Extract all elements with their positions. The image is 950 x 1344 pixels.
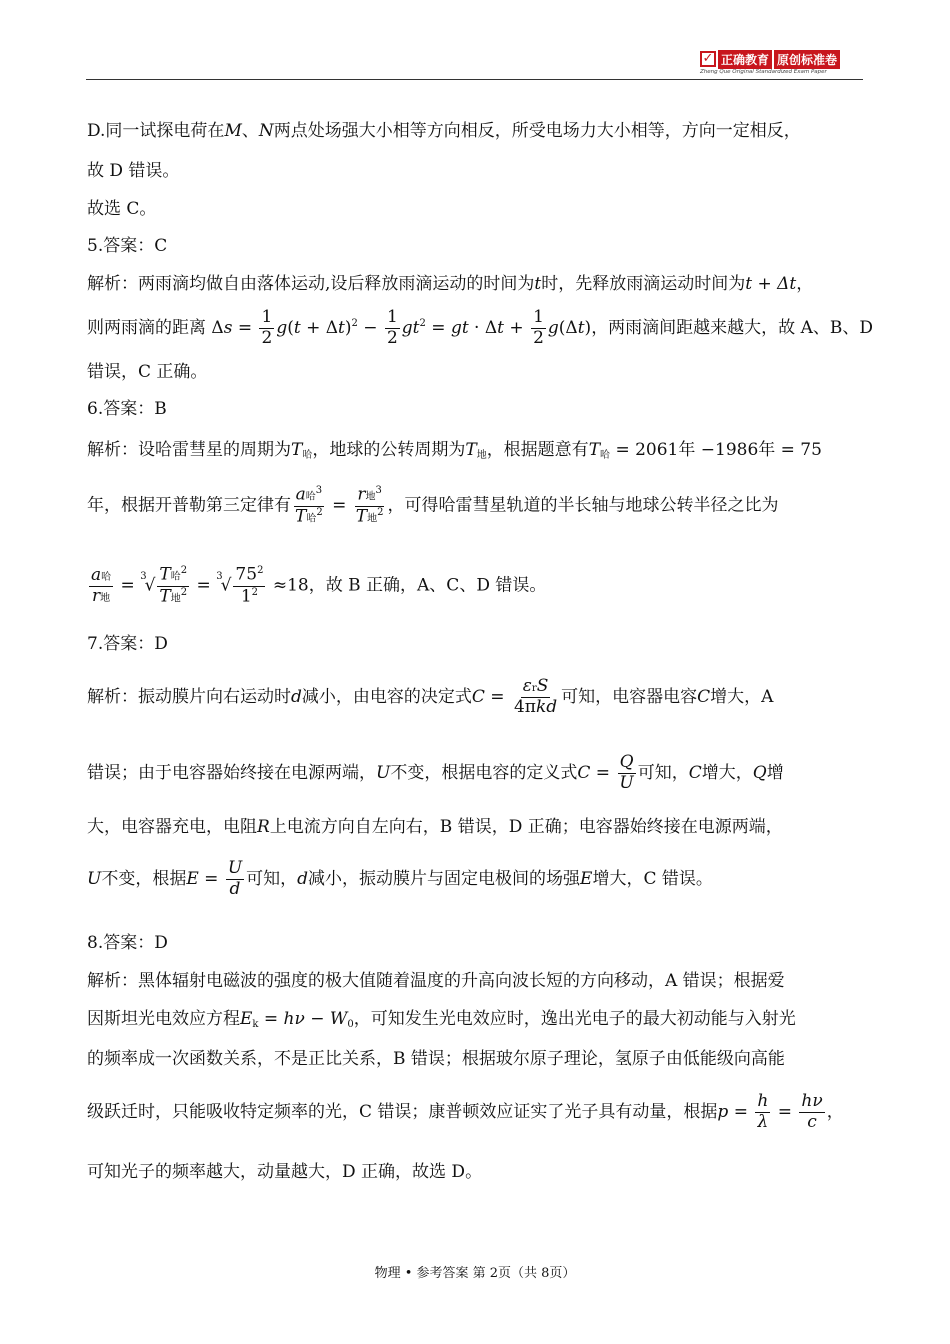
math-formula: Δs = $\frac{1}{2}$ $g(t + \Delta t)^2$ − $\frac{1}{2}$ $gt^2$ = gt · Δt + $\frac{1}{2}$ g(Δt) (206, 307, 592, 348)
header-divider (86, 79, 863, 80)
paragraph-line: 则两雨滴的距离 Δs = $\frac{1}{2}$ $g(t + \Delta t)^2$ − $\frac{1}{2}$ $gt^2$ = gt · Δt + $\frac{1}{2}$ g(Δt)，两雨滴间距越来越大，故 A、B、D (87, 307, 873, 348)
answer-heading-6: 6.答案：B (87, 399, 167, 419)
paragraph-line: 解析：振动膜片向右运动时d减小，由电容的决定式C = $\frac{\text{εrS}}{\text{4πkd}}$ 可知，电容器电容C增大，A (87, 676, 774, 717)
brand-logo (700, 50, 863, 76)
paragraph-line: 解析：两雨滴均做自由落体运动,设后释放雨滴运动的时间为t时，先释放雨滴运动时间为t + Δt， (87, 274, 814, 294)
paragraph-line: U不变，根据E = $\frac{U}{d}$ 可知，d减小，振动膜片与固定电极间的场强E增大，C 错误。 (87, 858, 713, 899)
checkmark-icon: ✓ (700, 51, 716, 67)
paragraph-line: 错误；由于电容器始终接在电源两端，U不变，根据电容的定义式C = $\frac{Q}{U}$ 可知，C增大，Q增 (87, 752, 784, 793)
paragraph-line: 大，电容器充电，电阻R上电流方向自左向右，B 错误，D 正确；电容器始终接在电源两端， (87, 817, 783, 837)
answer-heading-7: 7.答案：D (87, 634, 168, 654)
answer-heading-8: 8.答案：D (87, 933, 168, 953)
paragraph-line: 故选 C。 (87, 199, 157, 219)
paragraph-line: D.同一试探电荷在M、N两点处场强大小相等方向相反，所受电场力大小相等，方向一定相反， (87, 121, 801, 141)
paragraph-line: 级跃迁时，只能吸收特定频率的光，C 错误；康普顿效应证实了光子具有动量，根据p = $\frac{h}{\lambda}$ = $\frac{h\nu}{c}$ ， (87, 1091, 844, 1132)
capacitance-formula: $\frac{\text{εrS}}{\text{4πkd}}$ (513, 676, 558, 717)
paragraph-line: 解析：黑体辐射电磁波的强度的极大值随着温度的升高向波长短的方向移动，A 错误；根据爱 (87, 971, 785, 991)
paragraph-line: 错误，C 正确。 (87, 362, 208, 382)
paragraph-line: 故 D 错误。 (87, 161, 180, 181)
paragraph-line: 因斯坦光电效应方程$E_k = h\nu - W_0$，可知发生光电效应时，逸出光电子的最大初动能与入射光 (87, 1009, 796, 1030)
paragraph-line: $\frac{\text{a哈}}{\text{r地}}$ = $^3$√ $\frac{T哈^2}{T地^2}$ = $^3$√ $\frac{75^2}{1^2}$ ≈18，故 B 正确，A、C、D 错误。 (91, 564, 547, 607)
paragraph-line: 可知光子的频率越大，动量越大，D 正确，故选 D。 (87, 1162, 483, 1182)
paragraph-line: 的频率成一次函数关系，不是正比关系，B 错误；根据玻尔原子理论，氢原子由低能级向高能 (87, 1049, 785, 1069)
answer-heading-5: 5.答案：C (87, 236, 168, 256)
ratio-formula: $\frac{\text{a哈}}{\text{r地}}$ (91, 564, 112, 606)
paragraph-line: 年，根据开普勒第三定律有 $\frac{a哈^3}{T哈^2}$ = $\frac{r地^3}{T地^2}$ ，可得哈雷彗星轨道的半长轴与地球公转半径之比为 (87, 484, 779, 527)
logo-text-a: 正确教育 (718, 50, 772, 69)
kepler-formula: $\frac{a哈^3}{T哈^2}$ (295, 484, 323, 527)
logo-text-b: 原创标准卷 (774, 50, 840, 69)
page-footer: 物理 • 参考答案 第 2页（共 8页） (374, 1266, 576, 1281)
logo-subtitle: Zheng Que Original Standardized Exam Paper (700, 69, 827, 75)
paragraph-line: 解析：设哈雷彗星的周期为$T_哈$，地球的公转周期为$T_地$，根据题意有$T_哈 = 2061$年 −1986年 = 75 (87, 440, 822, 461)
